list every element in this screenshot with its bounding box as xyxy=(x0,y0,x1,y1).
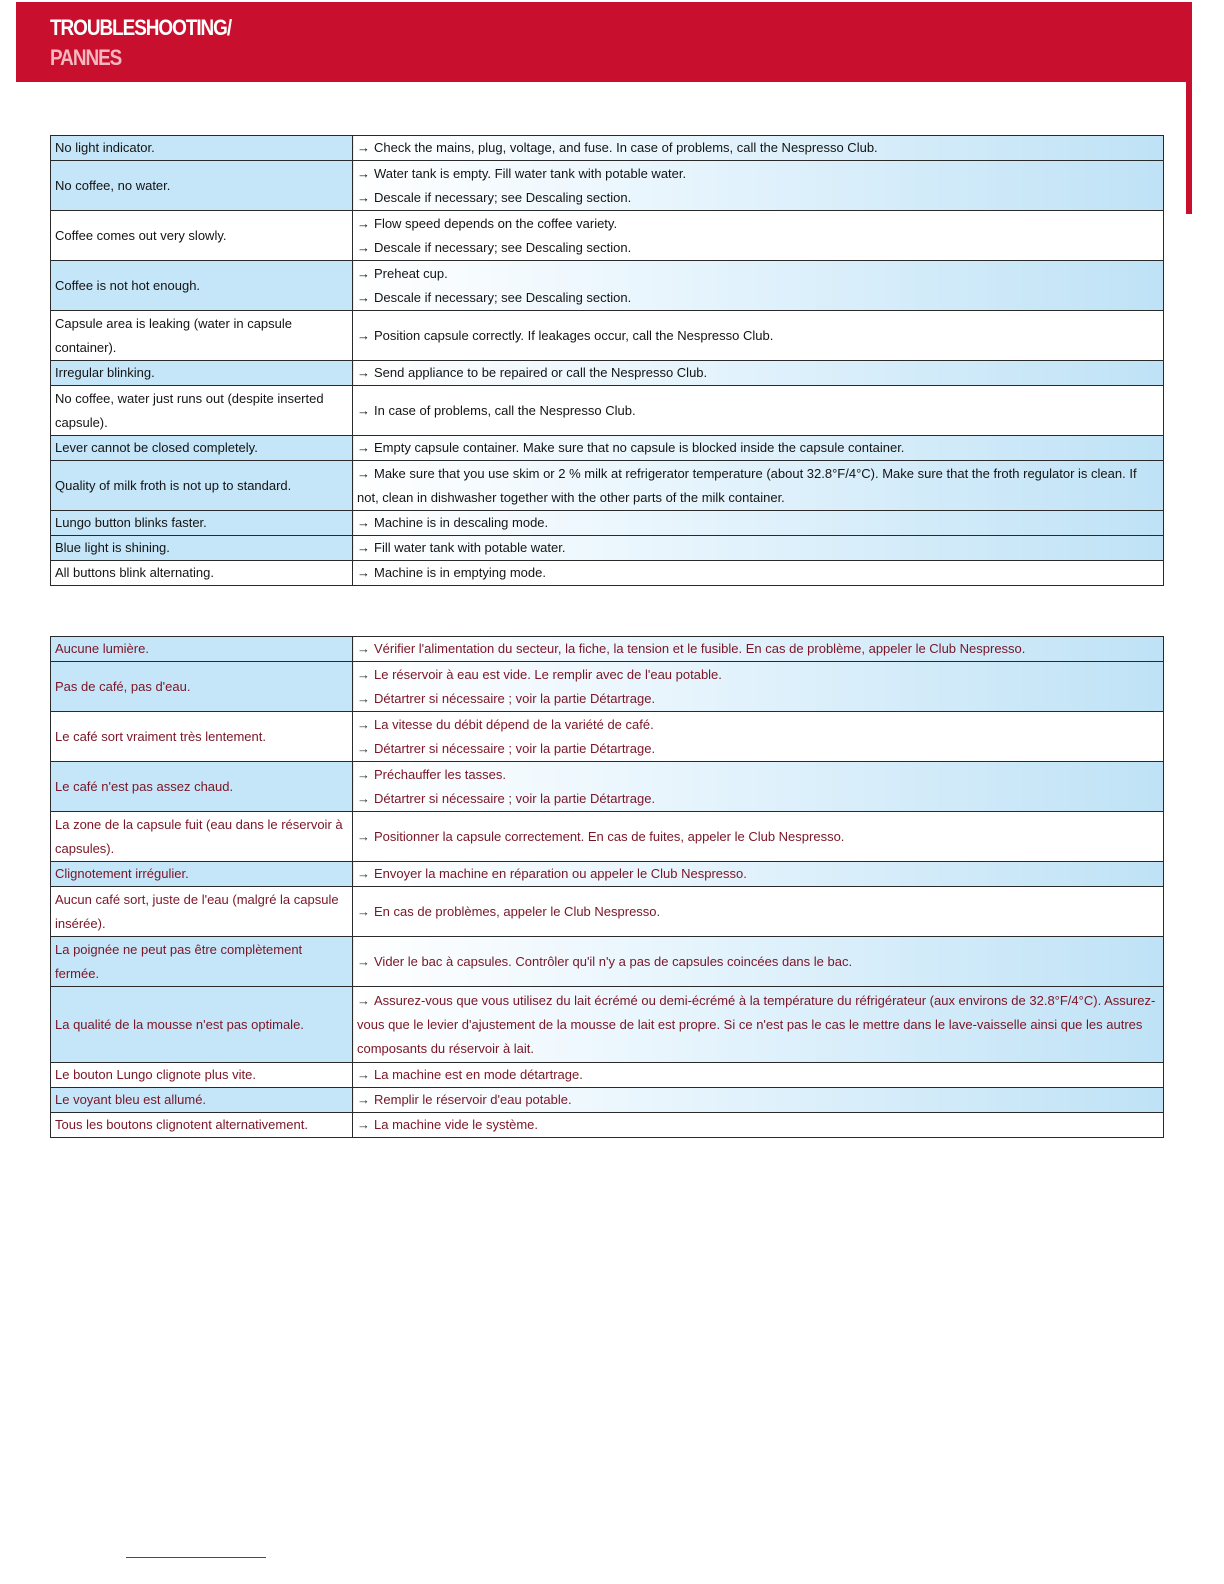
solution-cell xyxy=(353,887,1164,937)
table-row xyxy=(51,1063,1164,1088)
arrow-icon: → xyxy=(357,790,370,806)
arrow-icon: → xyxy=(357,365,370,380)
solution-line xyxy=(357,324,1159,348)
solution-cell xyxy=(353,561,1164,586)
solution-text: La machine est en mode détartrage. xyxy=(374,1067,583,1082)
arrow-icon: → xyxy=(357,540,370,555)
solution-text: Détartrer si nécessaire ; voir la partie Détartrage. xyxy=(374,790,656,806)
problem-cell: Coffee is not hot enough. xyxy=(51,261,353,311)
solution-text: Détartrer si nécessaire ; voir la partie Détartrage. xyxy=(374,740,656,756)
solution-text: Empty capsule container. Make sure that no capsule is blocked inside the capsule container. xyxy=(374,440,905,455)
solution-text: Water tank is empty. Fill water tank with potable water. xyxy=(374,165,687,181)
arrow-icon: → xyxy=(357,666,370,682)
solution-line xyxy=(357,713,1159,737)
troubleshooting-table-french xyxy=(50,636,1164,1138)
solution-text: Vider le bac à capsules. Contrôler qu'il n'y a pas de capsules coincées dans le bac. xyxy=(374,953,853,969)
solution-text: Fill water tank with potable water. xyxy=(374,540,566,555)
solution-line xyxy=(357,162,1159,186)
solution-cell xyxy=(353,436,1164,461)
table-row xyxy=(51,662,1164,712)
arrow-icon: → xyxy=(357,953,370,969)
arrow-icon: → xyxy=(357,515,370,530)
solution-text: In case of problems, call the Nespresso Club. xyxy=(374,402,636,418)
solution-line xyxy=(357,399,1159,423)
arrow-icon: → xyxy=(357,440,370,455)
arrow-icon: → xyxy=(357,766,370,782)
arrow-icon: → xyxy=(357,866,370,881)
problem-cell: Capsule area is leaking (water in capsule container). xyxy=(51,311,353,361)
solution-line xyxy=(357,1088,1159,1112)
arrow-icon: → xyxy=(357,740,370,756)
solution-text: Position capsule correctly. If leakages occur, call the Nespresso Club. xyxy=(374,327,774,343)
solution-line xyxy=(357,136,1159,160)
arrow-icon: → xyxy=(357,828,370,844)
solution-cell xyxy=(353,311,1164,361)
solution-text: Machine is in descaling mode. xyxy=(374,515,549,530)
solution-line xyxy=(357,1063,1159,1087)
problem-cell: La zone de la capsule fuit (eau dans le réservoir à capsules). xyxy=(51,812,353,862)
solution-text: La machine vide le système. xyxy=(374,1117,539,1132)
arrow-icon: → xyxy=(357,215,370,231)
table-row xyxy=(51,762,1164,812)
solution-line xyxy=(357,1113,1159,1137)
arrow-icon: → xyxy=(357,903,370,919)
problem-cell: Blue light is shining. xyxy=(51,536,353,561)
solution-line xyxy=(357,286,1159,310)
solution-cell xyxy=(353,762,1164,812)
solution-cell xyxy=(353,662,1164,712)
table-row xyxy=(51,261,1164,311)
table-row xyxy=(51,436,1164,461)
solution-line xyxy=(357,687,1159,711)
solution-line xyxy=(357,950,1159,974)
solution-cell xyxy=(353,361,1164,386)
table-row xyxy=(51,637,1164,662)
arrow-icon: → xyxy=(357,1092,370,1107)
solution-line xyxy=(357,436,1159,460)
solution-text: Assurez-vous que vous utilisez du lait écrémé ou demi-écrémé à la température du réfrigérateur (aux environs de 32.8°F/4°C). Assurez-vous que le levier d'ajustement de la mousse de lait est propre. Si ce n'est pas le cas le mettre dans le lave-vaisselle ainsi que les autres composants du réservoir à lait. xyxy=(357,992,1156,1056)
table-row xyxy=(51,311,1164,361)
table-row xyxy=(51,461,1164,511)
solution-line xyxy=(357,825,1159,849)
problem-cell: Coffee comes out very slowly. xyxy=(51,211,353,261)
table-row xyxy=(51,862,1164,887)
arrow-icon: → xyxy=(357,992,370,1008)
solution-cell xyxy=(353,987,1164,1063)
arrow-icon: → xyxy=(357,1117,370,1132)
header-banner xyxy=(16,2,1192,82)
solution-cell xyxy=(353,862,1164,887)
footer-rule xyxy=(126,1557,266,1558)
table-row xyxy=(51,361,1164,386)
solution-line xyxy=(357,186,1159,210)
table-row xyxy=(51,887,1164,937)
troubleshooting-table-english xyxy=(50,135,1164,586)
table-row xyxy=(51,511,1164,536)
solution-line xyxy=(357,212,1159,236)
table-row xyxy=(51,987,1164,1063)
arrow-icon: → xyxy=(357,565,370,580)
solution-cell xyxy=(353,937,1164,987)
problem-cell: La qualité de la mousse n'est pas optimale. xyxy=(51,987,353,1063)
problem-cell: Irregular blinking. xyxy=(51,361,353,386)
arrow-icon: → xyxy=(357,327,370,343)
solution-text: Descale if necessary; see Descaling section. xyxy=(374,189,632,205)
arrow-icon: → xyxy=(357,716,370,732)
problem-cell: Clignotement irrégulier. xyxy=(51,862,353,887)
problem-cell: Le bouton Lungo clignote plus vite. xyxy=(51,1063,353,1088)
solution-cell xyxy=(353,712,1164,762)
table-row xyxy=(51,712,1164,762)
problem-cell: Tous les boutons clignotent alternativement. xyxy=(51,1113,353,1138)
table-row xyxy=(51,536,1164,561)
solution-cell xyxy=(353,386,1164,436)
problem-cell: Aucun café sort, juste de l'eau (malgré la capsule insérée). xyxy=(51,887,353,937)
arrow-icon: → xyxy=(357,189,370,205)
arrow-icon: → xyxy=(357,265,370,281)
table-row xyxy=(51,1113,1164,1138)
solution-line xyxy=(357,737,1159,761)
problem-cell: Quality of milk froth is not up to standard. xyxy=(51,461,353,511)
solution-cell xyxy=(353,536,1164,561)
solution-cell xyxy=(353,211,1164,261)
table-row xyxy=(51,1088,1164,1113)
solution-text: Préchauffer les tasses. xyxy=(374,766,506,782)
solution-line xyxy=(357,900,1159,924)
solution-text: Send appliance to be repaired or call the Nespresso Club. xyxy=(374,365,708,380)
problem-cell: Le café n'est pas assez chaud. xyxy=(51,762,353,812)
solution-cell xyxy=(353,637,1164,662)
solution-text: Machine is in emptying mode. xyxy=(374,565,546,580)
solution-cell xyxy=(353,136,1164,161)
arrow-icon: → xyxy=(357,402,370,418)
solution-text: Make sure that you use skim or 2 % milk at refrigerator temperature (about 32.8°F/4°C). Make sure that the froth regulator is clean. If not, clean in dishwasher together with the other parts of the milk container. xyxy=(357,465,1137,505)
table-row xyxy=(51,211,1164,261)
problem-cell: No light indicator. xyxy=(51,136,353,161)
solution-text: Descale if necessary; see Descaling section. xyxy=(374,289,632,305)
solution-cell xyxy=(353,261,1164,311)
problem-cell: Le café sort vraiment très lentement. xyxy=(51,712,353,762)
solution-cell xyxy=(353,812,1164,862)
page-title: TROUBLESHOOTING/ xyxy=(50,15,232,40)
solution-text: Flow speed depends on the coffee variety. xyxy=(374,215,618,231)
solution-cell xyxy=(353,1063,1164,1088)
problem-cell: All buttons blink alternating. xyxy=(51,561,353,586)
solution-text: Remplir le réservoir d'eau potable. xyxy=(374,1092,572,1107)
problem-cell: Aucune lumière. xyxy=(51,637,353,662)
solution-line xyxy=(357,361,1159,385)
arrow-icon: → xyxy=(357,165,370,181)
table-row xyxy=(51,386,1164,436)
table-row xyxy=(51,136,1164,161)
table-row xyxy=(51,561,1164,586)
solution-text: La vitesse du débit dépend de la variété de café. xyxy=(374,716,654,732)
problem-cell: Pas de café, pas d'eau. xyxy=(51,662,353,712)
solution-text: Le réservoir à eau est vide. Le remplir avec de l'eau potable. xyxy=(374,666,722,682)
solution-line xyxy=(357,462,1159,510)
solution-line xyxy=(357,763,1159,787)
solution-line xyxy=(357,637,1159,661)
solution-text: Détartrer si nécessaire ; voir la partie Détartrage. xyxy=(374,690,656,706)
arrow-icon: → xyxy=(357,239,370,255)
solution-line xyxy=(357,663,1159,687)
solution-cell xyxy=(353,161,1164,211)
solution-text: En cas de problèmes, appeler le Club Nespresso. xyxy=(374,903,661,919)
solution-line xyxy=(357,989,1159,1061)
arrow-icon: → xyxy=(357,140,370,155)
problem-cell: No coffee, water just runs out (despite inserted capsule). xyxy=(51,386,353,436)
problem-cell: No coffee, no water. xyxy=(51,161,353,211)
problem-cell: La poignée ne peut pas être complètement fermée. xyxy=(51,937,353,987)
arrow-icon: → xyxy=(357,465,370,481)
table-row xyxy=(51,937,1164,987)
solution-text: Vérifier l'alimentation du secteur, la fiche, la tension et le fusible. En cas de problème, appeler le Club Nespresso. xyxy=(374,641,1026,656)
side-accent-bar xyxy=(1186,82,1192,214)
page-subtitle: PANNES xyxy=(50,45,122,70)
table-row xyxy=(51,812,1164,862)
arrow-icon: → xyxy=(357,690,370,706)
solution-cell xyxy=(353,1088,1164,1113)
problem-cell: Lungo button blinks faster. xyxy=(51,511,353,536)
arrow-icon: → xyxy=(357,641,370,656)
solution-line xyxy=(357,262,1159,286)
solution-cell xyxy=(353,511,1164,536)
solution-line xyxy=(357,536,1159,560)
table-row xyxy=(51,161,1164,211)
solution-cell xyxy=(353,461,1164,511)
problem-cell: Lever cannot be closed completely. xyxy=(51,436,353,461)
arrow-icon: → xyxy=(357,1067,370,1082)
solution-text: Descale if necessary; see Descaling section. xyxy=(374,239,632,255)
solution-cell xyxy=(353,1113,1164,1138)
solution-text: Positionner la capsule correctement. En cas de fuites, appeler le Club Nespresso. xyxy=(374,828,845,844)
solution-line xyxy=(357,236,1159,260)
solution-line xyxy=(357,511,1159,535)
problem-cell: Le voyant bleu est allumé. xyxy=(51,1088,353,1113)
solution-text: Check the mains, plug, voltage, and fuse. In case of problems, call the Nespresso Club. xyxy=(374,140,878,155)
solution-line xyxy=(357,787,1159,811)
solution-line xyxy=(357,862,1159,886)
arrow-icon: → xyxy=(357,289,370,305)
solution-line xyxy=(357,561,1159,585)
solution-text: Envoyer la machine en réparation ou appeler le Club Nespresso. xyxy=(374,866,747,881)
solution-text: Preheat cup. xyxy=(374,265,448,281)
